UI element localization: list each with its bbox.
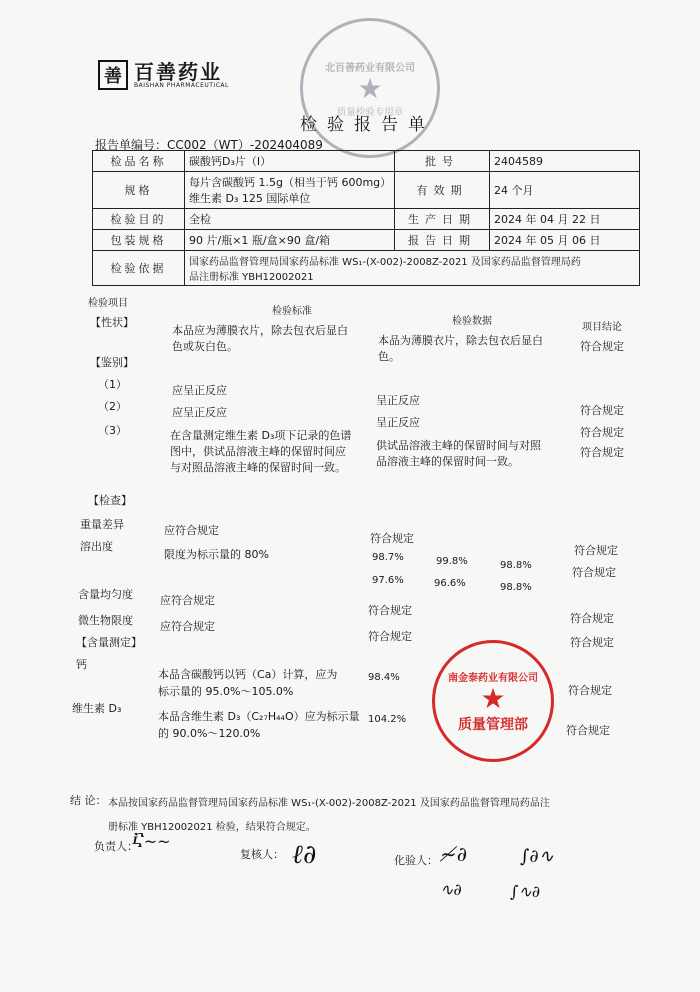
weight-standard: 应符合规定 [164,524,219,537]
mfg-date-label: 生产日期 [395,209,490,230]
identify-c2: 符合规定 [580,426,624,439]
traits-standard-line: 本品应为薄膜衣片，除去包衣后显白 [172,324,348,337]
identify-d3-line: 供试品溶液主峰的保留时间与对照 [376,439,541,452]
section-identify: 【鉴别】 [90,356,134,369]
conclusion-line-2: 册标准 YBH12002021 检验，结果符合规定。 [108,822,316,833]
vd-standard [158,708,360,742]
identify-d3-line: 品溶液主峰的保留时间一致。 [376,455,519,468]
report-date-label: 报告日期 [395,230,490,251]
identify-s3 [170,428,351,476]
basis-label: 检验依据 [93,251,185,286]
dissolution-value: 97.6% [372,575,404,586]
weight-label: 重量差异 [80,518,124,531]
identify-n3: （3） [98,424,127,437]
micro-conclusion: 符合规定 [570,636,614,649]
identify-s3-line: 在含量测定维生素 D₃项下记录的色谱 [170,429,352,442]
spec-line-2: 维生素 D₃ 125 国际单位 [189,192,311,205]
dissolution-value: 98.8% [500,582,532,593]
tester-label: 化验人： [394,854,438,867]
company-en-name: BAISHAN PHARMACEUTICAL [134,81,229,89]
seal-ring-text: 南金泰药业有限公司 [448,672,538,684]
micro-data: 符合规定 [368,630,412,643]
product-value: 碳酸钙D₃片（Ⅰ） [185,151,395,172]
identify-s3-line: 图中，供试品溶液主峰的保留时间应 [170,445,346,458]
responsible-signature: Ⴀ~~ [132,832,171,851]
dissolution-value: 96.6% [434,578,466,589]
vd-standard-line: 本品含维生素 D₃（C₂₇H₄₄O）应为标示量 [158,710,360,723]
page-title: 检验报告单 [300,115,435,135]
tester-signature-3: ∿∂ [440,880,462,899]
col-data: 检验数据 [452,316,492,327]
weight-conclusion: 符合规定 [574,544,618,557]
purpose-value: 全检 [185,209,395,230]
ca-label: 钙 [76,658,87,671]
section-traits: 【性状】 [90,316,134,329]
identify-n2: （2） [98,400,127,413]
dissolution-conclusion: 符合规定 [572,566,616,579]
seal-dept-text: 质量管理部 [458,716,528,733]
section-check: 【检查】 [88,494,132,507]
pack-label: 包装规格 [93,230,185,251]
vd-label: 维生素 D₃ [72,702,122,715]
weight-data: 符合规定 [370,532,414,545]
identify-n1: （1） [98,378,127,391]
ca-standard-line: 本品含碳酸钙以钙（Ca）计算，应为 [158,668,338,681]
identify-s3-line: 与对照品溶液主峰的保留时间一致。 [170,461,346,474]
vd-conclusion: 符合规定 [566,724,610,737]
spec-value [185,172,395,209]
responsible-label: 负责人： [94,840,138,853]
col-standard: 检验标准 [272,306,312,317]
identify-c3: 符合规定 [580,446,624,459]
tester-signature-4: ∫∿∂ [510,882,541,901]
dissolution-standard: 限度为标示量的 80% [164,548,269,561]
identify-d1: 呈正反应 [376,394,420,407]
traits-conclusion: 符合规定 [580,340,624,353]
star-icon: ★ [357,71,383,105]
ca-standard [158,666,337,700]
batch-value: 2404589 [490,151,640,172]
star-icon: ★ [480,681,506,715]
vd-standard-line: 的 90.0%～120.0% [158,727,261,740]
basis-line-2: 品注册标准 YBH12002021 [189,272,314,283]
reviewer-label: 复核人： [240,848,284,861]
company-name: 百善药业 [134,59,222,84]
dissolution-value: 99.8% [436,556,468,567]
section-assay: 【含量测定】 [76,636,142,649]
traits-standard-line: 色或灰白色。 [172,340,238,353]
uniformity-standard: 应符合规定 [160,594,215,607]
identify-s1: 应呈正反应 [172,384,227,397]
product-label: 检品名称 [93,151,185,172]
micro-label: 微生物限度 [78,614,133,627]
basis-line-1: 国家药品监督管理局国家药品标准 WS₁-(X-002)-2008Z-2021 及国家药品监督管理局药 [189,257,581,268]
traits-data [378,332,543,364]
qa-seal [432,640,554,762]
dissolution-value: 98.8% [500,560,532,571]
pack-value: 90 片/瓶×1 瓶/盒×90 盒/箱 [185,230,395,251]
uniformity-data: 符合规定 [368,604,412,617]
identify-c1: 符合规定 [580,404,624,417]
report-number-value: CC002（WT）-202404089 [167,138,323,152]
dissolution-label: 溶出度 [80,540,113,553]
company-logo [98,60,229,90]
identify-s2: 应呈正反应 [172,406,227,419]
purpose-label: 检验目的 [93,209,185,230]
batch-label: 批号 [395,151,490,172]
spec-line-1: 每片含碳酸钙 1.5g（相当于钙 600mg） [189,176,392,189]
report-date-value: 2024 年 05 月 06 日 [490,230,640,251]
vd-data: 104.2% [368,714,407,725]
identify-d3 [376,438,541,470]
spec-label: 规格 [93,172,185,209]
ca-conclusion: 符合规定 [568,684,612,697]
seal-ring-text: 北百善药业有限公司 [325,62,415,74]
validity-label: 有效期 [395,172,490,209]
col-conclusion: 项目结论 [582,322,622,333]
col-item: 检验项目 [88,298,128,309]
validity-value: 24 个月 [490,172,640,209]
conclusion-line-1: 本品按国家药品监督管理局国家药品标准 WS₁-(X-002)-2008Z-2021 及国家药品监督管理局药品注 [108,798,550,809]
basis-value [185,251,640,286]
traits-standard [172,322,348,354]
uniformity-conclusion: 符合规定 [570,612,614,625]
report-number-label: 报告单编号： [95,138,168,152]
identify-d2: 呈正反应 [376,416,420,429]
seal-dept-text: 质量检验专用章 [336,106,404,118]
uniformity-label: 含量均匀度 [78,588,133,601]
logo-mark: 善 [98,60,128,90]
conclusion-label: 结 论： [70,794,107,807]
traits-data-line: 色。 [378,350,400,363]
mfg-date-value: 2024 年 04 月 22 日 [490,209,640,230]
micro-standard: 应符合规定 [160,620,215,633]
tester-signature-2: ∫∂∿ [520,846,554,867]
info-table [92,150,640,286]
reviewer-signature: ℓ∂ [292,840,317,870]
ca-standard-line: 标示量的 95.0%～105.0% [158,685,294,698]
traits-data-line: 本品为薄膜衣片，除去包衣后显白 [378,334,543,347]
dissolution-value: 98.7% [372,552,404,563]
tester-signature: ≁∂ [440,842,468,866]
ca-data: 98.4% [368,672,400,683]
